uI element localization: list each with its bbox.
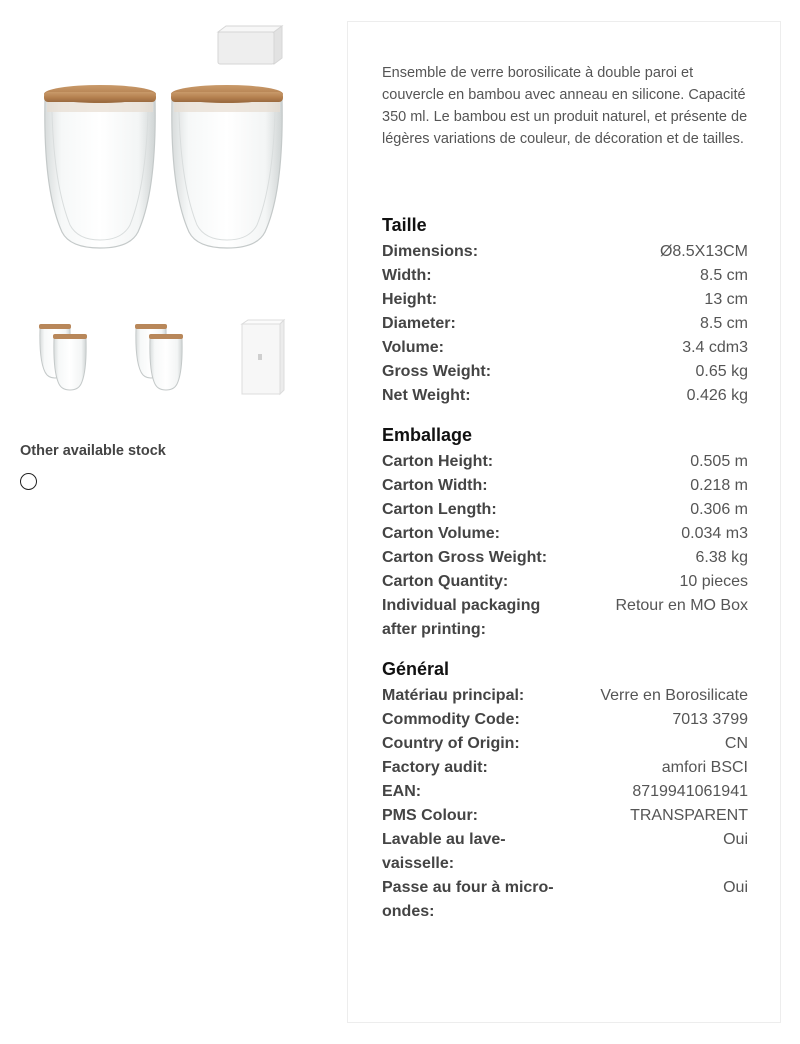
thumbnail-strip: [20, 310, 310, 405]
spec-label: Individual packaging after printing:: [382, 597, 541, 638]
stock-radio-button[interactable]: [20, 473, 37, 490]
spec-value: 0.426 kg: [686, 387, 748, 404]
spec-value: 8.5 cm: [699, 315, 748, 332]
spec-value: 0.505 m: [690, 453, 748, 470]
product-gallery: [0, 0, 330, 1044]
spec-value: amfori BSCI: [661, 759, 748, 776]
spec-label: Dimensions:: [382, 243, 479, 260]
glasses-thumb-icon[interactable]: [126, 310, 206, 405]
spec-label: Width:: [382, 267, 432, 284]
spec-value: TRANSPARENT: [630, 807, 748, 824]
spec-label: Lavable au lave-vaisselle:: [382, 831, 506, 872]
spec-label: Country of Origin:: [382, 735, 520, 752]
spec-label: Carton Volume:: [382, 525, 500, 542]
section-title-emballage: Emballage: [382, 425, 473, 445]
spec-value: 0.306 m: [690, 501, 748, 518]
spec-label: Carton Gross Weight:: [382, 549, 548, 566]
spec-value: 3.4 cdm3: [682, 339, 748, 356]
spec-value: 7013 3799: [672, 711, 748, 728]
spec-label: Height:: [382, 291, 438, 308]
spec-value: 6.38 kg: [695, 549, 748, 566]
glasses-with-bamboo-lids-image[interactable]: [20, 20, 310, 265]
spec-value: Verre en Borosilicate: [600, 687, 748, 704]
spec-label: Carton Length:: [382, 501, 497, 518]
section-title-general: Général: [382, 659, 450, 679]
spec-value: Oui: [723, 831, 748, 848]
spec-label: Carton Height:: [382, 453, 494, 470]
spec-value: 0.65 kg: [695, 363, 748, 380]
spec-label: Commodity Code:: [382, 711, 520, 728]
spec-value: 10 pieces: [679, 573, 748, 590]
spec-label: Diameter:: [382, 315, 456, 332]
other-stock-title: Other available stock: [20, 443, 166, 459]
spec-label: Net Weight:: [382, 387, 471, 404]
spec-value: Ø8.5X13CM: [659, 243, 748, 260]
gift-box-thumb-icon[interactable]: [222, 310, 302, 405]
spec-label: PMS Colour:: [382, 807, 478, 824]
spec-value: Oui: [723, 879, 748, 896]
spec-label: Passe au four à micro-ondes:: [382, 879, 554, 920]
spec-label: Matériau principal:: [382, 687, 525, 704]
spec-value: 13 cm: [704, 291, 748, 308]
spec-label: EAN:: [382, 783, 422, 800]
spec-label: Factory audit:: [382, 759, 488, 776]
spec-label: Carton Quantity:: [382, 573, 509, 590]
spec-value: 8719941061941: [632, 783, 748, 800]
spec-label: Volume:: [382, 339, 444, 356]
spec-value: CN: [724, 735, 748, 752]
product-description: Ensemble de verre borosilicate à double paroi et couvercle en bambou avec anneau en silicone. Capacité 350 ml. Le bambou est un produit naturel, et présente de légères variations de couleur, de décoration et de tailles.: [382, 65, 748, 147]
product-details-panel: [347, 21, 781, 1023]
spec-value: Retour en MO Box: [615, 597, 748, 614]
section-title-taille: Taille: [382, 215, 427, 235]
glasses-thumb-icon[interactable]: [30, 310, 110, 405]
spec-label: Carton Width:: [382, 477, 488, 494]
spec-value: 0.034 m3: [681, 525, 748, 542]
spec-label: Gross Weight:: [382, 363, 492, 380]
spec-value: 8.5 cm: [699, 267, 748, 284]
spec-value: 0.218 m: [690, 477, 748, 494]
